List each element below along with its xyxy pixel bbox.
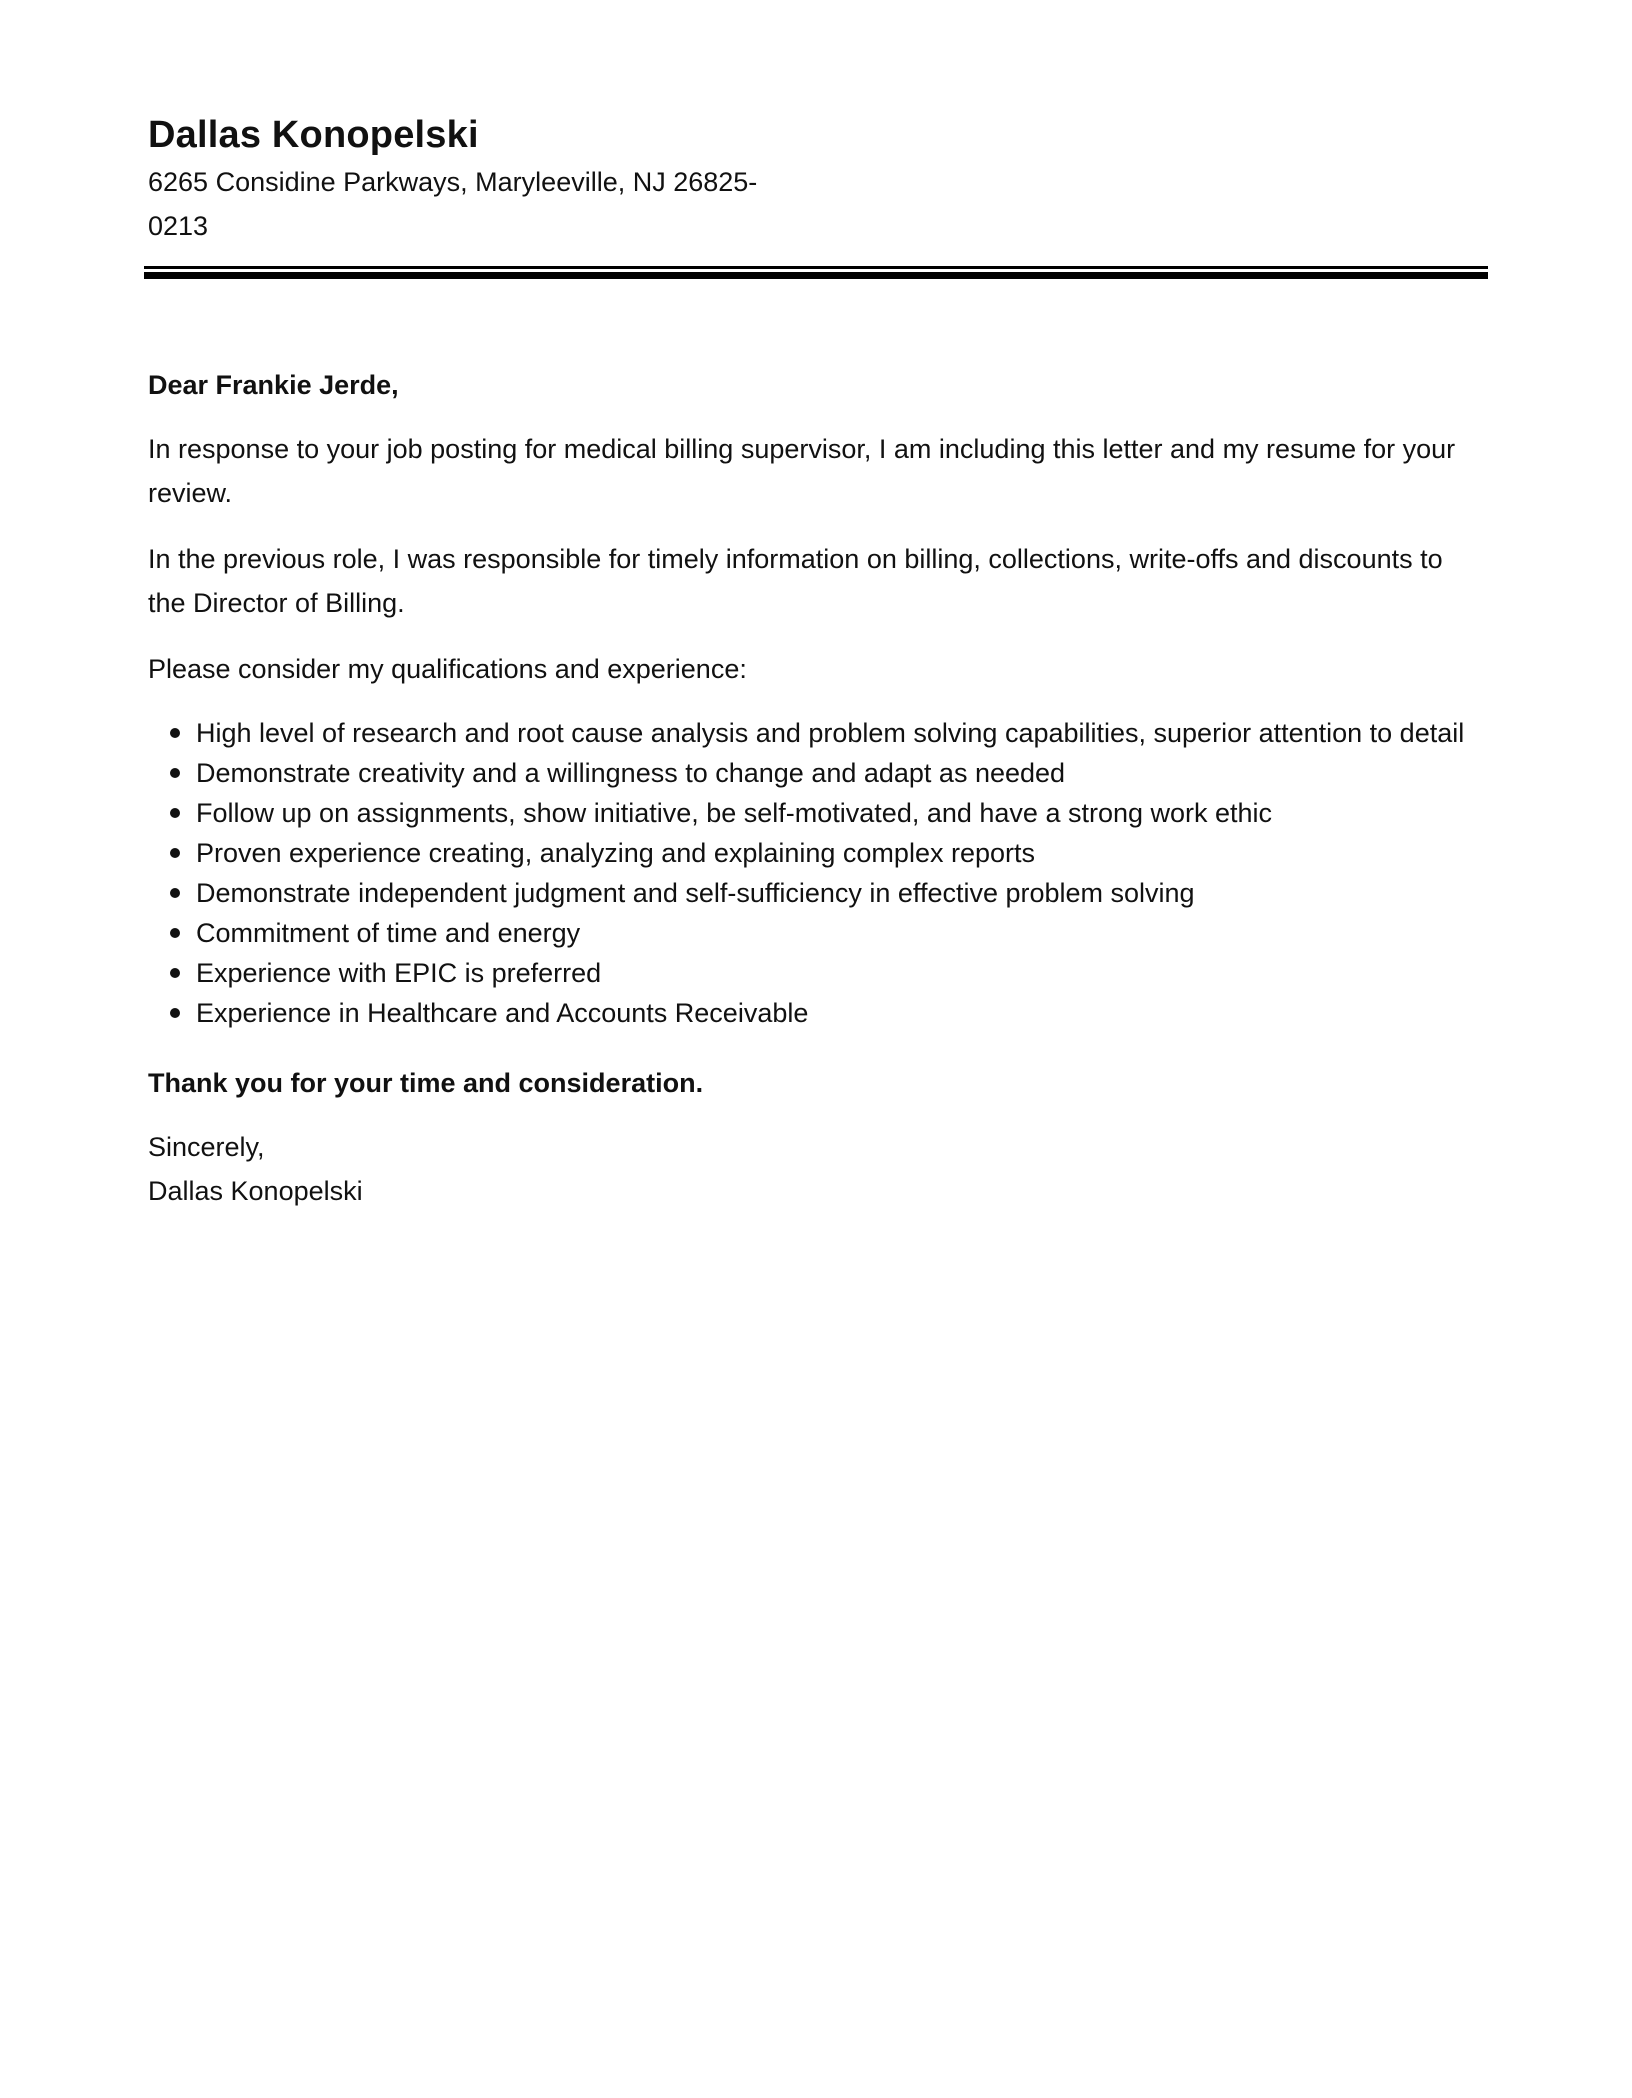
list-item-text: High level of research and root cause analysis and problem solving capabilities, superior attention to detail — [196, 718, 1465, 748]
list-item — [148, 713, 1484, 753]
letter-body — [148, 279, 1484, 1213]
thanks-line: Thank you for your time and consideration. — [148, 1068, 704, 1098]
header-divider — [144, 266, 1488, 279]
paragraph-previous-role: In the previous role, I was responsible for timely information on billing, collections, write-offs and discounts to the Director of Billing. — [148, 544, 1443, 618]
letter-header — [148, 0, 1484, 279]
list-item — [148, 833, 1484, 873]
bullet-icon — [170, 728, 180, 738]
bullet-icon — [170, 1008, 180, 1018]
list-item-text: Proven experience creating, analyzing and explaining complex reports — [196, 838, 1035, 868]
list-item-text: Experience in Healthcare and Accounts Receivable — [196, 998, 809, 1028]
bullet-icon — [170, 968, 180, 978]
paragraph-intro: In response to your job posting for medical billing supervisor, I am including this letter and my resume for your review. — [148, 434, 1456, 508]
list-item — [148, 953, 1484, 993]
bullet-icon — [170, 768, 180, 778]
paragraph-qualifications-lead: Please consider my qualifications and experience: — [148, 654, 747, 684]
list-item — [148, 873, 1484, 913]
bullet-icon — [170, 848, 180, 858]
list-item — [148, 793, 1484, 833]
bullet-icon — [170, 808, 180, 818]
list-item-text: Demonstrate creativity and a willingness to change and adapt as needed — [196, 758, 1066, 788]
list-item-text: Commitment of time and energy — [196, 918, 581, 948]
list-item — [148, 753, 1484, 793]
sender-name: Dallas Konopelski — [148, 114, 479, 156]
salutation: Dear Frankie Jerde, — [148, 370, 399, 400]
bullet-icon — [170, 888, 180, 898]
list-item — [148, 993, 1484, 1033]
list-item-text: Experience with EPIC is preferred — [196, 958, 602, 988]
list-item-text: Demonstrate independent judgment and self-sufficiency in effective problem solving — [196, 878, 1195, 908]
closing: Sincerely, — [148, 1132, 265, 1162]
bullet-icon — [170, 928, 180, 938]
sender-address: 6265 Considine Parkways, Maryleeville, NJ 26825-0213 — [148, 167, 758, 241]
list-item — [148, 913, 1484, 953]
list-item-text: Follow up on assignments, show initiative, be self-motivated, and have a strong work ethic — [196, 798, 1273, 828]
signature: Dallas Konopelski — [148, 1176, 363, 1206]
qualifications-list — [148, 713, 1484, 1033]
